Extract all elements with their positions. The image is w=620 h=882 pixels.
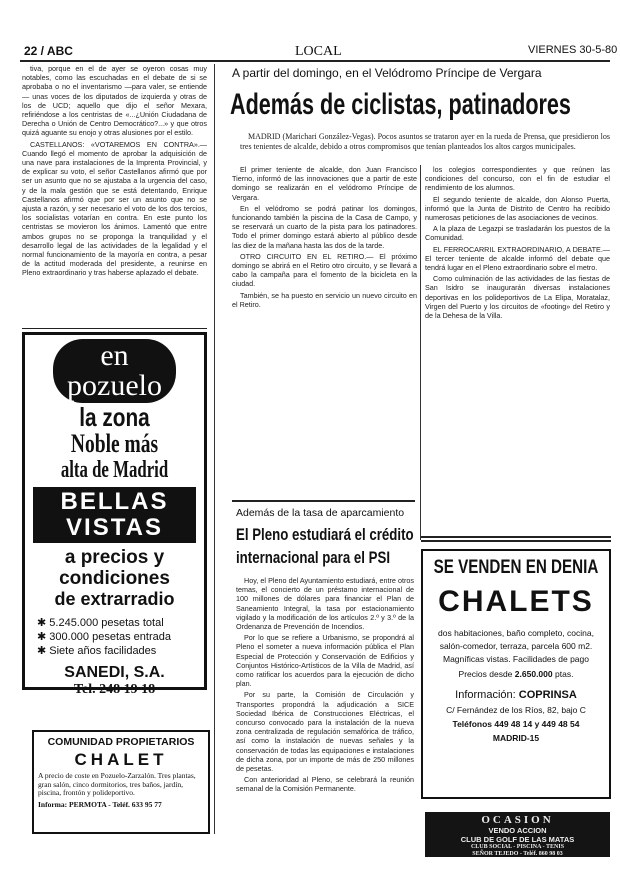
ad-text: 5.245.000 pesetas total <box>49 617 164 629</box>
main-headline: Además de ciclistas, patinadores <box>230 88 571 121</box>
ad-text: alta de Madrid <box>60 457 169 483</box>
ad-text: Siete años facilidades <box>49 645 157 657</box>
paragraph: OTRO CIRCUITO EN EL RETIRO.— El próximo domingo se abrirá en el Retiro otro circuito, y se llevará a cabo la campaña para el fomento de la bicicleta en la ciudad. <box>232 251 417 289</box>
paragraph: EL FERROCARRIL EXTRAORDINARIO, A DEBATE.— El tercer teniente de alcalde informó del debate que tendrá lugar en el Pleno extraordinario sobre el metro. <box>425 244 610 273</box>
ad-text: dos habitaciones, baño completo, cocina, salón-comedor, terraza, parcela 600 m2. Magníficas vistas. Facilidades de pago <box>438 628 594 664</box>
ad-text: A precio de coste en Pozuelo-Zarzalón. Tres plantas, gran salón, cinco dormitorios, tres baños, jardín, piscina, frontón y polideportivo. <box>38 771 196 797</box>
ad-text: en <box>100 339 129 372</box>
paragraph: Por su parte, la Comisión de Circulación y Transportes propondrá la adjudicación a SICE Sociedad Ibérica de Construcciones Eléctricas, el concurso convocado para la instalación de la nueva zona centralizada de regulación semafórica de tráfico, así como la instalación de nuevas señales y la conservación de todas las equipaciones e instalaciones de dicha zona, por un importe de más de 250 millones de pesetas. <box>236 690 414 774</box>
bellas-vistas-banner <box>33 487 196 543</box>
column-rule <box>214 64 215 834</box>
ad-address: C/ Fernández de los Ríos, 82, bajo C <box>446 705 586 715</box>
ad-bullet: ✱ 5.245.000 pesetas total <box>37 617 164 629</box>
ad-contact: Informa: PERMOTA - Teléf. 633 95 77 <box>38 799 162 809</box>
pleno-body <box>236 576 414 838</box>
ad-text: Noble más <box>70 429 159 458</box>
paragraph: los colegios correspondientes y que reúnen las condiciones del concurso, con el fin de estudiar el rendimiento de los alumnos. <box>425 165 610 193</box>
ad-text: pozuelo <box>67 369 162 402</box>
page-number: 22 / ABC <box>24 44 73 58</box>
ad-text: CHALET <box>74 750 168 769</box>
pozuelo-ad <box>22 332 207 697</box>
ad-text: condiciones <box>59 568 170 589</box>
left-article <box>22 64 207 326</box>
divider <box>421 536 611 542</box>
ad-text: ptas. <box>555 669 574 679</box>
issue-date: VIERNES 30-5-80 <box>528 44 618 56</box>
header-rule <box>20 60 610 62</box>
ad-text: SE VENDEN EN DENIA <box>433 557 599 578</box>
paragraph: Con anterioridad al Pleno, se celebrará la reunión semanal de la Comisión Permanente. <box>236 775 414 794</box>
ad-text: BELLAS <box>60 488 169 515</box>
paragraph: A la plaza de Legazpi se trasladarán los puestos de la Comunidad. <box>425 224 610 243</box>
paragraph: tiva, porque en el de ayer se oyeron cosas muy notables, como las escuchadas en el debate de si se aprobaba o no el inventarismo —para valer, se entiende— unas voces de los diputados de izquierda y otras de los de UCD; aquello que dijo el señor Mexara, refiriéndose a los centristas de «...¿Unión Ciudadana de Derecha o Unión de Centro Democrático?...» y que otros quizá aguante su enojo y otras alusiones por el estilo. <box>22 64 207 138</box>
ad-brand-bubble <box>53 339 176 403</box>
paragraph: CASTELLANOS: «VOTAREMOS EN CONTRA».— Cuando llegó el momento de aprobar la adquisición de una nave para instalaciones de la Imprenta Provincial, y de explicar su voto, el señor Castellanos afirmó que por ser un asunto que no se ajustaba a la urgencia del caso, y de la mala gestión que se está detentando, Enrique Castellanos afirmó que por ser un asunto que no se ajusta a razón, y ser necesario el voto de los dos tercios, los socialistas votarían en contra. En este punto los centristas se movieron los ánimos. Lamentó que entre ambos grupos no se proponga la tranquilidad y el desarrollo legal de las actividades de la legalidad y el normal funcionamiento de la mayoría en contra, a pesar de la actitud moderada del presidente, a reunirse en Pleno extraordinario y tras haberse aplazado el debate. <box>22 139 207 278</box>
ad-text: COPRINSA <box>518 689 577 701</box>
divider <box>232 500 415 502</box>
ad-text: a precios y <box>64 547 165 568</box>
ad-text: VENDO ACCION <box>488 826 547 835</box>
ad-text: 2.650.000 <box>514 669 553 679</box>
denia-ad <box>421 549 611 799</box>
paragraph: El primer teniente de alcalde, don Juan Francisco Tierno, informó de las innovaciones que a partir de este domingo se realizarán en el velódromo Príncipe de Vergara. <box>232 165 417 202</box>
ad-text: OCASION <box>481 814 554 826</box>
main-kicker: A partir del domingo, en el Velódromo Príncipe de Vergara <box>232 66 542 80</box>
comunidad-ad <box>32 730 210 834</box>
ad-bullet: ✱ 300.000 pesetas entrada <box>37 631 171 643</box>
ad-price <box>429 669 603 679</box>
paragraph: Hoy, el Pleno del Ayuntamiento estudiará, entre otros temas, el concierto de un préstamo internacional de 100 millones de dólares para financiar el Plan de Saneamiento Integral, la tasa por estacionamiento vigilado y la modificación de los artículos 2.º y 3.º de la Ordenanza de Prevención de Incendios. <box>236 576 414 632</box>
ad-bullet: ✱ Siete años facilidades <box>37 645 157 657</box>
ocasion-ad <box>425 812 610 857</box>
column-rule <box>420 165 421 540</box>
paragraph: También, se ha puesto en servicio un nuevo circuito en el Retiro. <box>232 290 417 309</box>
ad-phone: Teléfonos 449 48 14 y 449 48 54 <box>452 719 580 729</box>
main-col2 <box>425 165 610 537</box>
paragraph: En el velódromo se podrá patinar los domingos, funcionando también la piscina de la Casa de Campo, y se reservará un cuarto de la pista para los patinadores. Todo el primer domingo estará abierto al público desde las diez de la mañana hasta las dos de la tarde. <box>232 203 417 250</box>
ad-text: SEÑOR TEJEDO - Teléf. 860 98 03 <box>472 851 563 857</box>
pleno-kicker: Además de la tasa de aparcamiento <box>236 507 405 519</box>
paragraph: El segundo teniente de alcalde, don Alonso Puerta, informó que la Junta de Distrito de Centro ha recibido numerosas peticiones de las asociaciones de vecinos. <box>425 194 610 223</box>
ad-text: Precios desde <box>458 669 513 679</box>
ad-text: de extrarradio <box>54 589 175 609</box>
ad-text: 300.000 pesetas entrada <box>49 631 171 643</box>
ad-text: la zona <box>79 402 150 432</box>
ad-text: MADRID-15 <box>492 733 540 743</box>
ad-text: COMUNIDAD PROPIETARIOS <box>47 736 195 748</box>
ad-text: CHALETS <box>438 585 594 618</box>
ad-text: SANEDI, S.A. <box>64 664 165 681</box>
ad-text: VISTAS <box>66 514 163 541</box>
main-col1 <box>232 165 417 485</box>
ad-text: Información: <box>455 689 516 701</box>
paragraph: Por lo que se refiere a Urbanismo, se propondrá al Pleno el someter a nueva información pública el Plan Especial de Protección y Conservación de Edificios y Conjuntos Histórico-Artísticos de la Villa de Madrid, así como ratificar los acuerdos para la ejecución de dicho plan. <box>236 633 414 689</box>
paragraph: MADRID (Marichari González-Vegas). Pocos asuntos se trataron ayer en la rueda de Prensa, que presidieron los tres tenientes de alcalde, debido a otros compromisos que tenían planteados los altos cargos municipales. <box>240 132 610 151</box>
ad-phone: Tel. 248 19 18 <box>73 682 156 697</box>
divider <box>22 328 207 329</box>
section-title: LOCAL <box>295 44 342 59</box>
ad-text: CLUB DE GOLF DE LAS MATAS <box>460 835 575 844</box>
ad-text: CLUB SOCIAL - PISCINA - TENIS <box>470 844 565 850</box>
main-lead <box>240 132 610 153</box>
pleno-headline: El Pleno estudiará el crédito internacional para el PSI <box>236 525 414 567</box>
paragraph: Como culminación de las actividades de las fiestas de San Isidro se inaugurarán diversas instalaciones deportivas en los polideportivos de La Elipa, Moratalaz, Virgen del Puerto y los circuitos de «footing» del Retiro y de la Dehesa de la Villa. <box>425 274 610 321</box>
